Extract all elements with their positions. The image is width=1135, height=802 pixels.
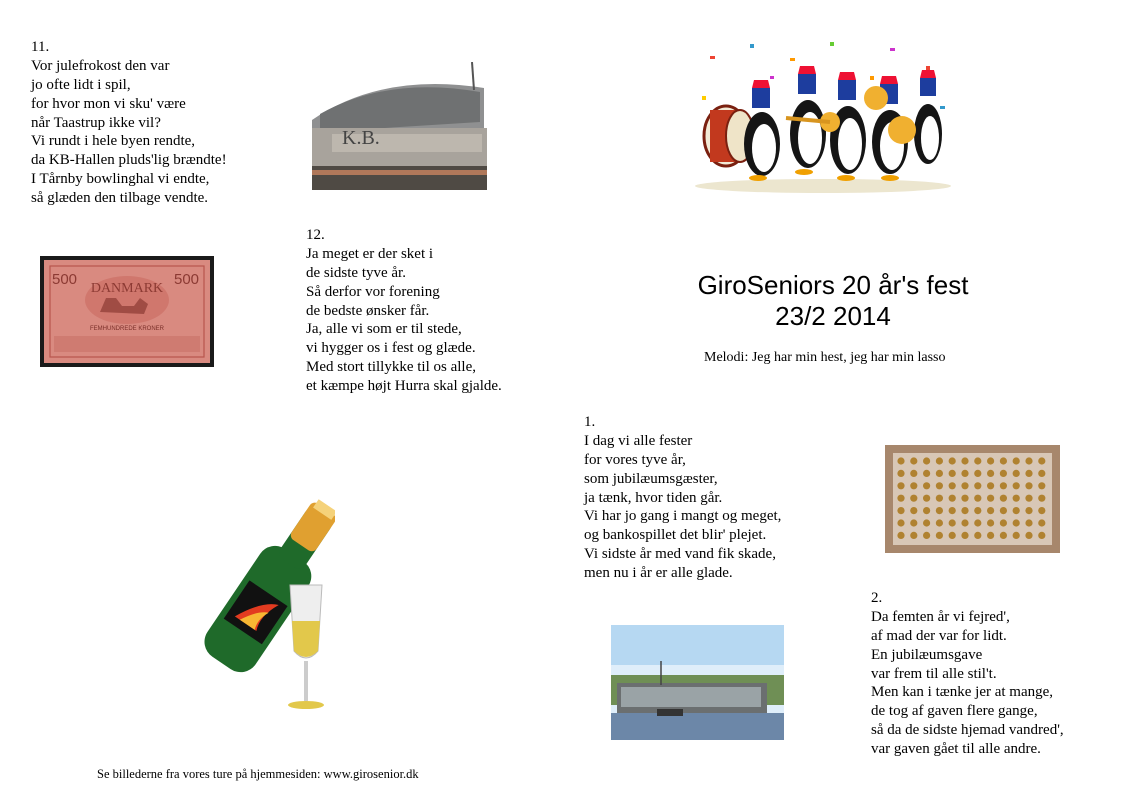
- board-chip: [1025, 495, 1032, 502]
- board-chip: [1025, 507, 1032, 514]
- board-chip: [1025, 457, 1032, 464]
- board-chip: [961, 507, 968, 514]
- board-chip: [923, 495, 930, 502]
- verse-line: de tog af gaven flere gange,: [871, 703, 1038, 720]
- board-chip: [1038, 495, 1045, 502]
- board-chip: [1013, 507, 1020, 514]
- board-chip: [897, 470, 904, 477]
- verse-line: 2.: [871, 590, 883, 606]
- verse-line: 12.: [306, 227, 325, 243]
- verse-line: Men kan i tænke jer at mange,: [871, 684, 1054, 701]
- board-chip: [1000, 519, 1007, 526]
- banknote-right-value: 500: [174, 271, 200, 288]
- board-chip: [949, 495, 956, 502]
- board-chip: [923, 470, 930, 477]
- kb-hall-photo: [312, 62, 487, 190]
- verse-line: 1.: [584, 414, 596, 430]
- board-chip: [1000, 507, 1007, 514]
- board-chip: [961, 482, 968, 489]
- board-chip: [897, 519, 904, 526]
- board-chip: [949, 532, 956, 539]
- board-chip: [987, 519, 994, 526]
- board-chip: [1000, 482, 1007, 489]
- verse-2: [871, 589, 1064, 759]
- board-chip: [936, 470, 943, 477]
- town-hall-photo: [611, 625, 784, 740]
- title-line-2: 23/2 2014: [775, 301, 891, 331]
- verse-line: de bedste ønsker får.: [306, 302, 430, 319]
- board-chip: [1013, 482, 1020, 489]
- verse-12: [306, 226, 502, 396]
- confetti: [702, 42, 945, 109]
- board-chip: [974, 457, 981, 464]
- board-chip: [974, 532, 981, 539]
- board-chip: [910, 532, 917, 539]
- board-chip: [936, 482, 943, 489]
- board-chip: [974, 482, 981, 489]
- penguin-band-image: [690, 36, 956, 194]
- board-chip: [910, 470, 917, 477]
- verse-line: Vi sidste år med vand fik skade,: [584, 546, 776, 563]
- footer-note: Se billederne fra vores ture på hjemmesiden: www.girosenior.dk: [97, 767, 419, 781]
- verse-line: og bankospillet det blir' plejet.: [584, 527, 767, 544]
- board-chip: [923, 507, 930, 514]
- board-chip: [910, 495, 917, 502]
- verse-line: var frem til alle stil't.: [871, 665, 997, 682]
- board-chip: [910, 519, 917, 526]
- board-chip: [961, 519, 968, 526]
- board-chip: [923, 482, 930, 489]
- verse-line: var gaven gået til alle andre.: [871, 741, 1041, 758]
- title-line-1: GiroSeniors 20 år's fest: [697, 270, 969, 300]
- verse-line: ja tænk, hvor tiden går.: [584, 489, 723, 506]
- board-chip: [974, 495, 981, 502]
- board-chip: [1013, 495, 1020, 502]
- board-chip: [923, 519, 930, 526]
- board-chip: [987, 495, 994, 502]
- board-chip: [987, 532, 994, 539]
- board-chip: [1000, 457, 1007, 464]
- board-chip: [1025, 532, 1032, 539]
- board-chip: [910, 457, 917, 464]
- board-chip: [974, 507, 981, 514]
- melody-note: Melodi: Jeg har min hest, jeg har min lasso: [704, 350, 946, 365]
- board-chip: [987, 457, 994, 464]
- champagne-image: [190, 425, 335, 717]
- kb-sign: K.B.: [342, 127, 380, 149]
- board-chip: [1025, 470, 1032, 477]
- board-chip: [1025, 482, 1032, 489]
- board-chip: [1038, 457, 1045, 464]
- board-chip: [1013, 470, 1020, 477]
- board-chip: [897, 532, 904, 539]
- bingo-board-image: [885, 445, 1060, 553]
- verse-line: Ja, alle vi som er til stede,: [306, 321, 462, 338]
- board-chip: [897, 457, 904, 464]
- board-chip: [936, 507, 943, 514]
- board-chip: [1038, 532, 1045, 539]
- verse-line: af mad der var for lidt.: [871, 627, 1007, 644]
- verse-line: Ja meget er der sket i: [306, 245, 434, 262]
- board-chip: [936, 457, 943, 464]
- board-chip: [1013, 519, 1020, 526]
- verse-line: En jubilæumsgave: [871, 646, 983, 663]
- verse-11: [31, 38, 227, 208]
- board-chip: [961, 495, 968, 502]
- verse-line: Vi har jo gang i mangt og meget,: [584, 508, 782, 525]
- board-chip: [949, 519, 956, 526]
- verse-line: Vor julefrokost den var: [31, 57, 170, 74]
- board-chip: [1000, 495, 1007, 502]
- banknote-denomination: FEMHUNDREDE KRONER: [89, 326, 165, 332]
- board-chip: [1025, 519, 1032, 526]
- verse-line: I Tårnby bowlinghal vi endte,: [31, 171, 210, 188]
- board-chip: [897, 482, 904, 489]
- verse-line: da KB-Hallen pluds'lig brændte!: [31, 152, 227, 169]
- verse-line: Vi rundt i hele byen rendte,: [31, 133, 196, 150]
- board-chip: [1038, 482, 1045, 489]
- verse-line: for vores tyve år,: [584, 451, 686, 468]
- verse-line: et kæmpe højt Hurra skal gjalde.: [306, 378, 502, 395]
- verse-line: de sidste tyve år.: [306, 264, 406, 281]
- verse-line: jo ofte lidt i spil,: [31, 76, 131, 93]
- board-chip: [923, 532, 930, 539]
- board-chip: [987, 507, 994, 514]
- board-chip: [949, 482, 956, 489]
- verse-line: som jubilæumsgæster,: [584, 470, 718, 487]
- board-chip: [936, 519, 943, 526]
- verse-line: når Taastrup ikke vil?: [31, 114, 161, 131]
- board-chip: [1038, 519, 1045, 526]
- verse-line: Så derfor vor forening: [306, 283, 440, 300]
- verse-line: så glæden den tilbage vendte.: [31, 190, 209, 207]
- board-chip: [936, 495, 943, 502]
- board-chip: [1013, 532, 1020, 539]
- banknote-country: DANMARK: [90, 281, 164, 296]
- verse-1: [584, 413, 781, 583]
- board-chip: [923, 457, 930, 464]
- board-chip: [1000, 470, 1007, 477]
- board-chip: [897, 495, 904, 502]
- board-chip: [897, 507, 904, 514]
- board-chip: [987, 482, 994, 489]
- board-chip: [987, 470, 994, 477]
- board-chip: [949, 507, 956, 514]
- verse-line: 11.: [31, 39, 50, 55]
- board-chip: [936, 532, 943, 539]
- banknote-left-value: 500: [52, 271, 78, 288]
- verse-line: så da de sidste hjemad vandred',: [871, 722, 1064, 739]
- verse-line: for hvor mon vi sku' være: [31, 95, 186, 112]
- board-chip: [910, 482, 917, 489]
- board-chip: [974, 519, 981, 526]
- board-chip: [949, 457, 956, 464]
- verse-line: vi hygger os i fest og glæde.: [306, 340, 476, 357]
- verse-line: men nu i år er alle glade.: [584, 565, 733, 582]
- board-chip: [1038, 470, 1045, 477]
- board-chip: [974, 470, 981, 477]
- banknote-image: [40, 256, 214, 367]
- board-chip: [961, 457, 968, 464]
- champagne-glass: [288, 585, 324, 709]
- board-chip: [1038, 507, 1045, 514]
- page-title: [623, 270, 1043, 332]
- verse-line: Med stort tillykke til os alle,: [306, 359, 476, 376]
- board-chip: [961, 532, 968, 539]
- board-chip: [910, 507, 917, 514]
- verse-line: Da femten år vi fejred',: [871, 608, 1010, 625]
- board-chip: [1013, 457, 1020, 464]
- verse-line: I dag vi alle fester: [584, 432, 693, 449]
- board-chip: [1000, 532, 1007, 539]
- board-chip: [961, 470, 968, 477]
- board-chip: [949, 470, 956, 477]
